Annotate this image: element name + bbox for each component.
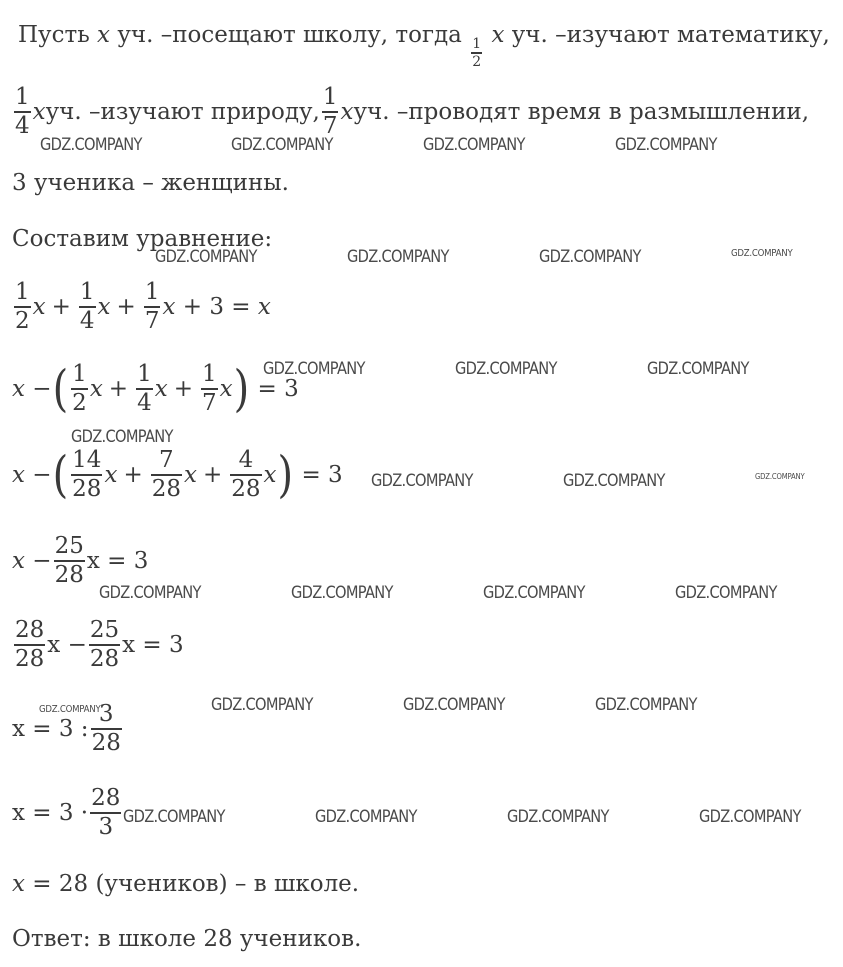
fraction-numerator: 7	[159, 447, 174, 473]
watermark: GDZ.COMPANY	[595, 695, 697, 715]
fraction-numerator: 1	[15, 84, 30, 110]
fraction-denominator: 4	[79, 307, 95, 334]
fraction	[71, 448, 102, 502]
var-x: x	[97, 22, 111, 48]
watermark: GDZ.COMPANY	[347, 247, 449, 267]
fraction	[90, 786, 121, 840]
equation-rest: + 3 =	[182, 293, 251, 320]
fraction-numerator: 1	[137, 361, 152, 387]
var-x: x	[257, 293, 271, 320]
var-x: x	[32, 293, 46, 320]
fraction-denominator: 2	[72, 389, 87, 416]
watermark: GDZ.COMPANY	[403, 695, 505, 715]
fraction-numerator: 14	[72, 447, 102, 473]
right-paren: )	[233, 360, 250, 418]
var-x: x	[162, 293, 176, 320]
fraction-numerator: 1	[472, 36, 482, 52]
fraction-denominator: 28	[15, 645, 45, 672]
fraction-numerator: 1	[72, 361, 87, 387]
fraction-numerator: 1	[79, 279, 95, 305]
var-x: x	[32, 98, 46, 125]
watermark: GDZ.COMPANY	[155, 247, 257, 267]
equation-step-2: x − ( $\frac{1}{2}$ x + $\frac{1}{4}$ x + $\frac{1}{7}$ x ) = 3	[12, 360, 299, 418]
watermark: GDZ.COMPANY	[39, 704, 101, 715]
fraction-denominator: 28	[72, 475, 102, 502]
intro-text: уч. –изучают математику,	[504, 22, 830, 48]
equation-rhs: x = 3	[122, 631, 184, 658]
fraction-denominator: 4	[15, 112, 30, 139]
equation-step-3: x − ( $\frac{14}{28}$ x + $\frac{7}{28}$ x + $\frac{4}{28}$ x ) = 3	[12, 446, 343, 504]
watermark: GDZ.COMPANY	[71, 427, 173, 447]
fraction-numerator: 1	[201, 361, 217, 387]
plus-sign: +	[51, 293, 71, 320]
fraction-denominator: 28	[231, 475, 261, 502]
fraction	[14, 618, 45, 672]
equation-step-8	[12, 873, 359, 896]
equation-lead: x = 3 ·	[12, 799, 89, 826]
watermark: GDZ.COMPANY	[615, 135, 717, 155]
fraction-denominator: 7	[201, 389, 217, 416]
equation-step-7	[12, 786, 123, 840]
equation-lead: x −	[12, 547, 52, 574]
fraction	[54, 534, 85, 588]
fraction	[201, 362, 218, 416]
fraction-denominator: 28	[91, 729, 121, 756]
watermark: GDZ.COMPANY	[507, 807, 609, 827]
intro-line-3: 3 ученика – женщины.	[12, 170, 289, 196]
watermark: GDZ.COMPANY	[40, 135, 142, 155]
equation-step-1	[12, 280, 271, 334]
equation-rhs: x = 3	[86, 547, 149, 574]
equation-rhs: = 3	[257, 375, 299, 402]
fraction-numerator: 25	[89, 617, 120, 643]
equation-rhs: = 3	[301, 461, 343, 488]
watermark: GDZ.COMPANY	[99, 583, 201, 603]
fraction-denominator: 2	[472, 53, 482, 70]
watermark: GDZ.COMPANY	[647, 359, 749, 379]
watermark: GDZ.COMPANY	[731, 248, 793, 259]
equation-minus: x −	[47, 631, 87, 658]
fraction-numerator: 3	[98, 701, 114, 727]
watermark: GDZ.COMPANY	[315, 807, 417, 827]
fraction-denominator: 3	[98, 813, 114, 840]
watermark: GDZ.COMPANY	[263, 359, 365, 379]
fraction-numerator: 4	[238, 447, 254, 473]
fraction	[230, 448, 261, 502]
var-x: x	[97, 293, 111, 320]
watermark: GDZ.COMPANY	[371, 471, 473, 491]
intro-line-2	[12, 85, 809, 139]
intro-text: уч. –посещают школу, тогда	[110, 22, 470, 48]
fraction	[144, 280, 161, 334]
fraction	[151, 448, 182, 502]
equation-step-5	[12, 618, 184, 672]
fraction-numerator: 1	[144, 279, 160, 305]
equation-lead: x −	[12, 375, 52, 402]
fraction-denominator: 7	[144, 307, 160, 334]
fraction	[14, 280, 31, 334]
fraction-numerator: 1	[322, 84, 338, 110]
fraction-one-half	[471, 37, 482, 69]
fraction-numerator: 25	[54, 533, 84, 559]
watermark: GDZ.COMPANY	[231, 135, 333, 155]
watermark: GDZ.COMPANY	[539, 247, 641, 267]
answer-line: Ответ: в школе 28 учеников.	[12, 926, 362, 952]
watermark: GDZ.COMPANY	[123, 807, 225, 827]
intro-text: уч. –изучают природу,	[45, 98, 320, 125]
left-paren: (	[52, 446, 69, 504]
watermark: GDZ.COMPANY	[755, 472, 805, 481]
plus-sign: +	[116, 293, 136, 320]
fraction	[71, 362, 88, 416]
watermark: GDZ.COMPANY	[699, 807, 801, 827]
equation-step-4	[12, 534, 148, 588]
fraction-numerator: 1	[15, 279, 30, 305]
intro-line-1	[18, 24, 830, 69]
intro-text: уч. –проводят время в размышлении,	[353, 98, 810, 125]
var-x: x	[491, 22, 505, 48]
fraction-numerator: 28	[15, 617, 45, 643]
fraction	[136, 362, 153, 416]
intro-text: Пусть	[18, 22, 98, 48]
watermark: GDZ.COMPANY	[291, 583, 393, 603]
equation-lead: x −	[12, 461, 52, 488]
fraction-denominator: 4	[137, 389, 152, 416]
fraction-one-seventh	[322, 85, 339, 139]
fraction-denominator: 2	[15, 307, 30, 334]
fraction-denominator: 28	[54, 561, 84, 588]
watermark: GDZ.COMPANY	[455, 359, 557, 379]
watermark: GDZ.COMPANY	[211, 695, 313, 715]
fraction-denominator: 7	[322, 112, 338, 139]
watermark: GDZ.COMPANY	[423, 135, 525, 155]
watermark: GDZ.COMPANY	[483, 583, 585, 603]
fraction-denominator: 28	[89, 645, 120, 672]
watermark: GDZ.COMPANY	[675, 583, 777, 603]
equation-heading: Составим уравнение:	[12, 226, 273, 252]
var-x: x	[340, 98, 354, 125]
var-x: x	[12, 871, 25, 897]
left-paren: (	[52, 360, 69, 418]
fraction-denominator: 28	[151, 475, 181, 502]
equation-lead: x = 3 :	[12, 715, 89, 742]
fraction	[79, 280, 96, 334]
watermark: GDZ.COMPANY	[563, 471, 665, 491]
fraction	[89, 618, 120, 672]
fraction-numerator: 28	[91, 785, 121, 811]
fraction-one-quarter	[14, 85, 31, 139]
right-paren: )	[277, 446, 294, 504]
result-text: = 28 (учеников) – в школе.	[24, 871, 360, 897]
